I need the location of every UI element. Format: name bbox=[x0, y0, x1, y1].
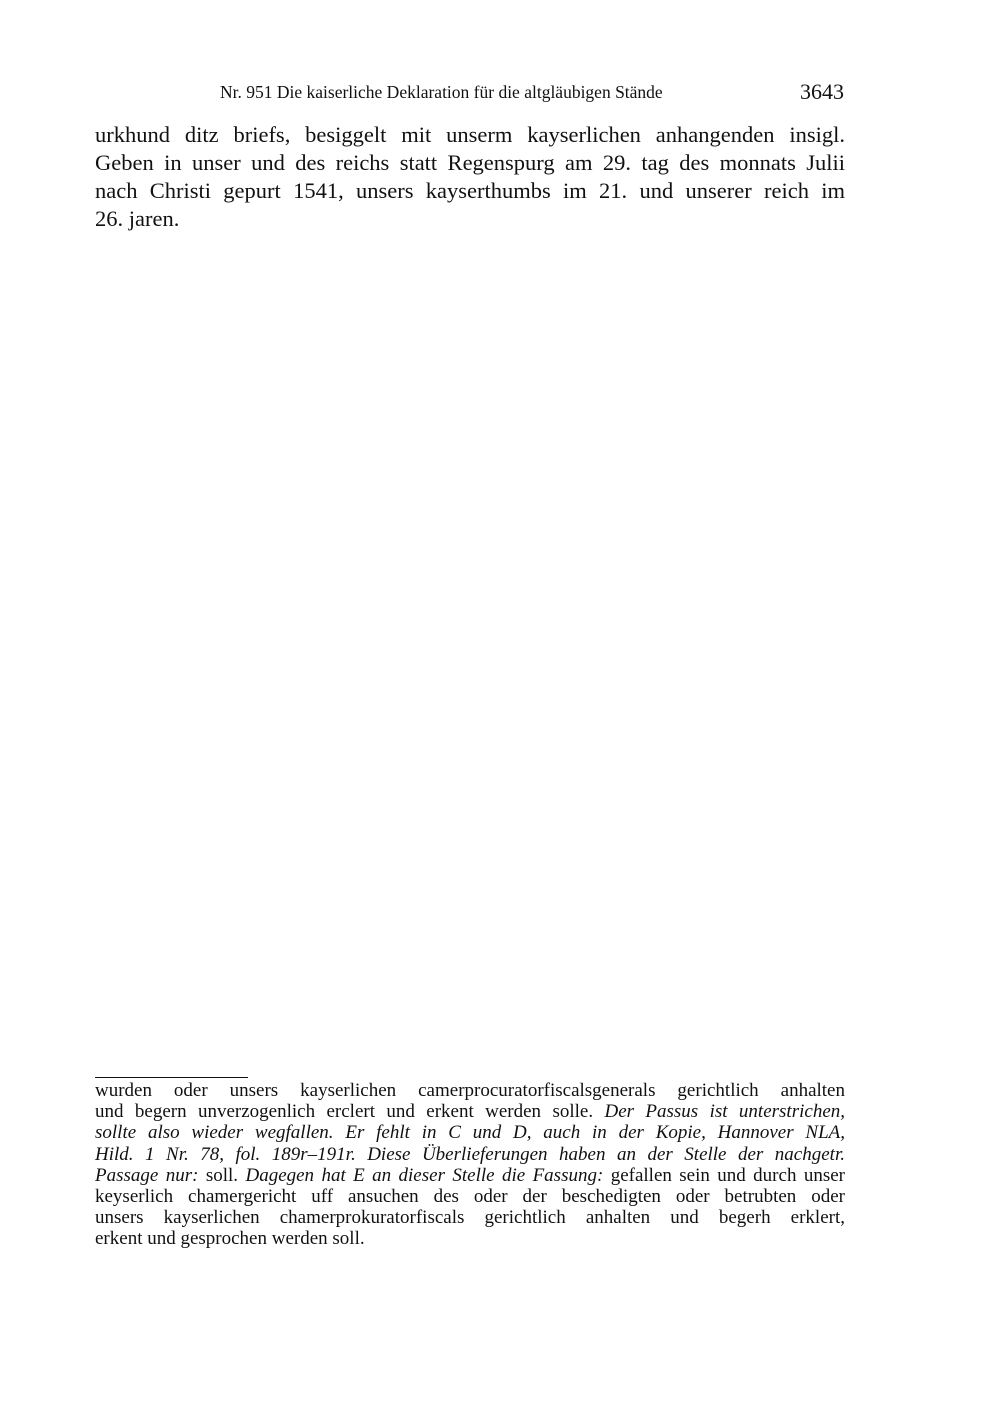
main-text-line: nach Christi gepurt 1541, unsers kayserthumbs im 21. und unserer reich im bbox=[95, 178, 845, 203]
footnote-editorial-note: Der Passus ist unterstrichen, bbox=[604, 1101, 845, 1123]
footnote-line bbox=[95, 1101, 845, 1122]
footnote-text: erkent und gesprochen werden soll. bbox=[95, 1228, 365, 1250]
main-text-line: 26. jaren. bbox=[95, 206, 180, 231]
footnote-line bbox=[95, 1228, 845, 1249]
footnote-line bbox=[95, 1186, 845, 1207]
footnote-editorial-note: Hild. 1 Nr. 78, fol. 189r–191r. Diese Überlieferungen haben an der Stelle der nachgetr. bbox=[95, 1143, 845, 1165]
main-text-line: Geben in unser und des reichs statt Regenspurg am 29. tag des monnats Julii bbox=[95, 150, 845, 175]
footnote-text: unsers kayserlichen chamerprokuratorfiscals gerichtlich anhalten und begerh erklert, bbox=[95, 1207, 845, 1229]
footnote bbox=[95, 1080, 845, 1250]
footnote-text: gefallen sein und durch unser bbox=[610, 1164, 845, 1186]
footnote-text: wurden oder unsers kayserlichen camerprocuratorfiscalsgenerals gerichtlich anhalten bbox=[95, 1080, 845, 1101]
footnote-line bbox=[95, 1122, 845, 1143]
footnote-text: soll. bbox=[205, 1164, 246, 1186]
footnote-line bbox=[95, 1207, 845, 1228]
footnote-editorial-note: Dagegen hat E an dieser Stelle die Fassung: bbox=[245, 1164, 611, 1186]
footnote-text: und begern unverzogenlich erclert und erkent werden solle. bbox=[95, 1101, 605, 1123]
footnote-rule bbox=[95, 1077, 248, 1078]
footnote-editorial-note: sollte also wieder wegfallen. Er fehlt in C und D, auch in der Kopie, Hannover NLA, bbox=[95, 1122, 845, 1144]
footnote-text: keyserlich chamergericht uff ansuchen des oder der beschedigten oder betrubten oder bbox=[95, 1185, 845, 1207]
footnote-line bbox=[95, 1165, 845, 1186]
footnote-editorial-note: Passage nur: bbox=[95, 1164, 206, 1186]
footnote-line bbox=[95, 1144, 845, 1165]
page-number: 3643 bbox=[800, 79, 844, 104]
running-head-title: Nr. 951 Die kaiserliche Deklaration für die altgläubigen Stände bbox=[220, 82, 663, 102]
footnote-line bbox=[95, 1080, 845, 1101]
main-text bbox=[95, 121, 845, 233]
main-text-line: urkhund ditz briefs, besiggelt mit unserm kayserlichen anhangenden insigl. bbox=[95, 122, 845, 147]
